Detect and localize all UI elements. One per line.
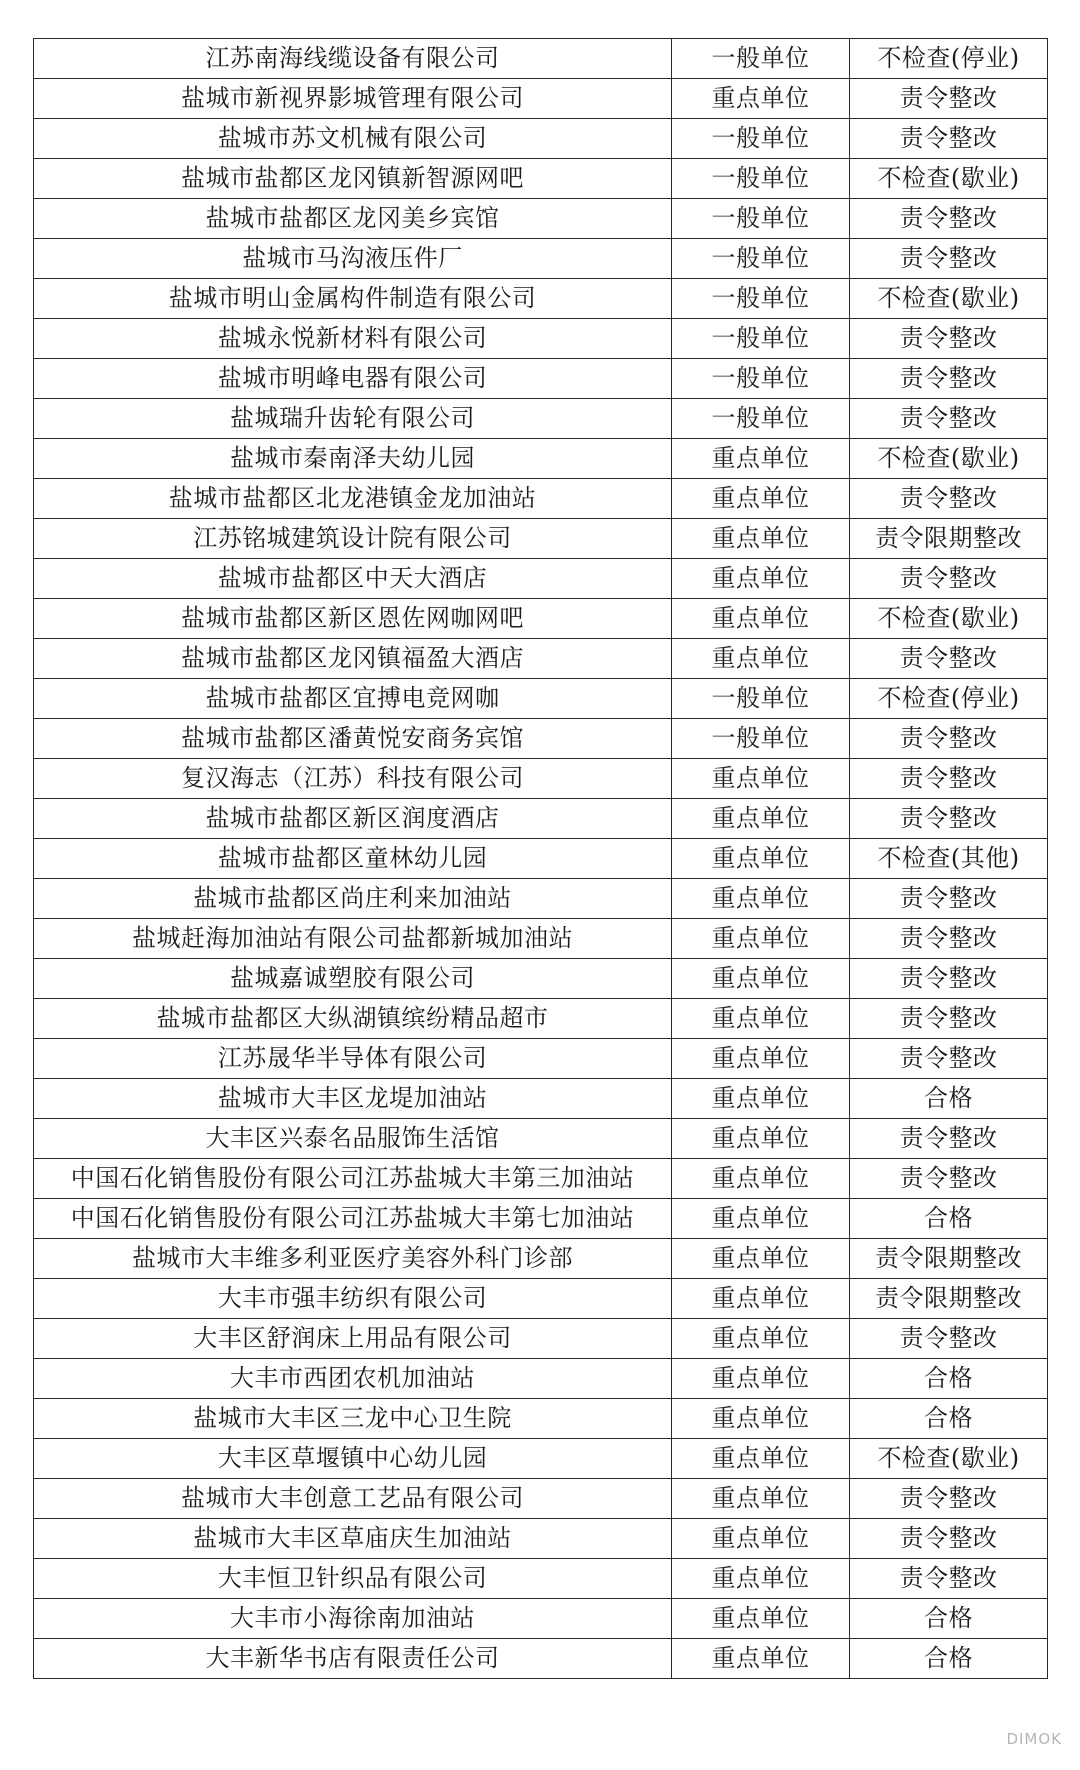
unit-name-cell: 大丰区草堰镇中心幼儿园 bbox=[34, 1439, 672, 1479]
unit-type-cell: 重点单位 bbox=[672, 959, 850, 999]
table-row bbox=[34, 879, 1048, 919]
inspection-result-cell: 合格 bbox=[850, 1399, 1048, 1439]
unit-type-cell: 一般单位 bbox=[672, 719, 850, 759]
unit-type-cell: 重点单位 bbox=[672, 559, 850, 599]
inspection-result-cell: 责令整改 bbox=[850, 1159, 1048, 1199]
table-row bbox=[34, 239, 1048, 279]
inspection-result-cell: 责令整改 bbox=[850, 319, 1048, 359]
unit-type-cell: 重点单位 bbox=[672, 839, 850, 879]
unit-name-cell: 盐城市大丰区三龙中心卫生院 bbox=[34, 1399, 672, 1439]
unit-name-cell: 盐城市明山金属构件制造有限公司 bbox=[34, 279, 672, 319]
table-row bbox=[34, 479, 1048, 519]
unit-type-cell: 重点单位 bbox=[672, 919, 850, 959]
unit-type-cell: 重点单位 bbox=[672, 1639, 850, 1679]
inspection-result-cell: 责令整改 bbox=[850, 959, 1048, 999]
unit-name-cell: 盐城市盐都区中天大酒店 bbox=[34, 559, 672, 599]
unit-type-cell: 重点单位 bbox=[672, 599, 850, 639]
inspection-result-cell: 责令整改 bbox=[850, 799, 1048, 839]
unit-type-cell: 重点单位 bbox=[672, 1599, 850, 1639]
table-row bbox=[34, 1119, 1048, 1159]
inspection-result-cell: 责令整改 bbox=[850, 879, 1048, 919]
inspection-result-cell: 责令整改 bbox=[850, 1559, 1048, 1599]
inspection-result-cell: 责令整改 bbox=[850, 559, 1048, 599]
table-row bbox=[34, 1279, 1048, 1319]
table-row bbox=[34, 199, 1048, 239]
unit-type-cell: 一般单位 bbox=[672, 39, 850, 79]
table-row bbox=[34, 79, 1048, 119]
unit-name-cell: 大丰区兴泰名品服饰生活馆 bbox=[34, 1119, 672, 1159]
unit-name-cell: 江苏晟华半导体有限公司 bbox=[34, 1039, 672, 1079]
unit-type-cell: 一般单位 bbox=[672, 119, 850, 159]
inspection-result-cell: 不检查(歇业) bbox=[850, 159, 1048, 199]
unit-name-cell: 盐城市新视界影城管理有限公司 bbox=[34, 79, 672, 119]
inspection-result-cell: 不检查(歇业) bbox=[850, 1439, 1048, 1479]
unit-name-cell: 盐城市盐都区龙冈镇新智源网吧 bbox=[34, 159, 672, 199]
inspection-result-cell: 责令整改 bbox=[850, 399, 1048, 439]
inspection-result-cell: 责令限期整改 bbox=[850, 1239, 1048, 1279]
table-row bbox=[34, 1599, 1048, 1639]
table-row bbox=[34, 1319, 1048, 1359]
table-row bbox=[34, 159, 1048, 199]
unit-type-cell: 重点单位 bbox=[672, 1359, 850, 1399]
table-row bbox=[34, 1559, 1048, 1599]
unit-name-cell: 中国石化销售股份有限公司江苏盐城大丰第三加油站 bbox=[34, 1159, 672, 1199]
unit-type-cell: 一般单位 bbox=[672, 199, 850, 239]
unit-type-cell: 重点单位 bbox=[672, 1479, 850, 1519]
unit-type-cell: 一般单位 bbox=[672, 159, 850, 199]
table-row bbox=[34, 1079, 1048, 1119]
unit-name-cell: 盐城市盐都区童林幼儿园 bbox=[34, 839, 672, 879]
unit-name-cell: 盐城市盐都区北龙港镇金龙加油站 bbox=[34, 479, 672, 519]
inspection-results-table bbox=[33, 38, 1048, 1679]
table-row bbox=[34, 519, 1048, 559]
inspection-result-cell: 责令整改 bbox=[850, 719, 1048, 759]
table-row bbox=[34, 919, 1048, 959]
watermark-text: DIMOK bbox=[1006, 1730, 1062, 1748]
unit-name-cell: 盐城市马沟液压件厂 bbox=[34, 239, 672, 279]
inspection-result-cell: 不检查(歇业) bbox=[850, 279, 1048, 319]
inspection-result-cell: 责令整改 bbox=[850, 359, 1048, 399]
unit-name-cell: 盐城市盐都区新区恩佐网咖网吧 bbox=[34, 599, 672, 639]
inspection-result-cell: 责令整改 bbox=[850, 239, 1048, 279]
unit-type-cell: 重点单位 bbox=[672, 1119, 850, 1159]
table-row bbox=[34, 1639, 1048, 1679]
inspection-result-cell: 责令整改 bbox=[850, 1119, 1048, 1159]
unit-type-cell: 重点单位 bbox=[672, 999, 850, 1039]
inspection-result-cell: 合格 bbox=[850, 1639, 1048, 1679]
unit-type-cell: 重点单位 bbox=[672, 519, 850, 559]
unit-name-cell: 盐城市苏文机械有限公司 bbox=[34, 119, 672, 159]
unit-name-cell: 盐城市大丰创意工艺品有限公司 bbox=[34, 1479, 672, 1519]
unit-type-cell: 重点单位 bbox=[672, 1199, 850, 1239]
table-row bbox=[34, 1439, 1048, 1479]
inspection-result-cell: 不检查(歇业) bbox=[850, 439, 1048, 479]
unit-type-cell: 重点单位 bbox=[672, 479, 850, 519]
unit-type-cell: 重点单位 bbox=[672, 759, 850, 799]
table-row bbox=[34, 639, 1048, 679]
unit-name-cell: 江苏铭城建筑设计院有限公司 bbox=[34, 519, 672, 559]
table-row bbox=[34, 599, 1048, 639]
unit-type-cell: 重点单位 bbox=[672, 1279, 850, 1319]
unit-name-cell: 盐城市盐都区潘黄悦安商务宾馆 bbox=[34, 719, 672, 759]
table-row bbox=[34, 359, 1048, 399]
inspection-result-cell: 不检查(停业) bbox=[850, 39, 1048, 79]
table-row bbox=[34, 799, 1048, 839]
table-row bbox=[34, 1199, 1048, 1239]
unit-name-cell: 中国石化销售股份有限公司江苏盐城大丰第七加油站 bbox=[34, 1199, 672, 1239]
table-row bbox=[34, 1039, 1048, 1079]
inspection-result-cell: 责令整改 bbox=[850, 919, 1048, 959]
inspection-result-cell: 责令整改 bbox=[850, 1039, 1048, 1079]
inspection-result-cell: 责令整改 bbox=[850, 199, 1048, 239]
unit-type-cell: 重点单位 bbox=[672, 1239, 850, 1279]
inspection-result-cell: 合格 bbox=[850, 1199, 1048, 1239]
inspection-result-cell: 合格 bbox=[850, 1079, 1048, 1119]
unit-type-cell: 重点单位 bbox=[672, 1079, 850, 1119]
table-row bbox=[34, 319, 1048, 359]
unit-type-cell: 重点单位 bbox=[672, 1559, 850, 1599]
unit-name-cell: 大丰恒卫针织品有限公司 bbox=[34, 1559, 672, 1599]
table-row bbox=[34, 959, 1048, 999]
table-row bbox=[34, 679, 1048, 719]
table-row bbox=[34, 39, 1048, 79]
inspection-result-cell: 责令整改 bbox=[850, 759, 1048, 799]
inspection-result-cell: 责令整改 bbox=[850, 639, 1048, 679]
table-row bbox=[34, 839, 1048, 879]
inspection-result-cell: 责令整改 bbox=[850, 1479, 1048, 1519]
unit-name-cell: 盐城市盐都区大纵湖镇缤纷精品超市 bbox=[34, 999, 672, 1039]
unit-type-cell: 重点单位 bbox=[672, 79, 850, 119]
unit-name-cell: 大丰市西团农机加油站 bbox=[34, 1359, 672, 1399]
unit-type-cell: 重点单位 bbox=[672, 439, 850, 479]
unit-name-cell: 复汉海志（江苏）科技有限公司 bbox=[34, 759, 672, 799]
inspection-result-cell: 责令限期整改 bbox=[850, 519, 1048, 559]
table-row bbox=[34, 559, 1048, 599]
table-row bbox=[34, 1239, 1048, 1279]
unit-name-cell: 盐城瑞升齿轮有限公司 bbox=[34, 399, 672, 439]
inspection-result-cell: 不检查(其他) bbox=[850, 839, 1048, 879]
unit-name-cell: 盐城市大丰区草庙庆生加油站 bbox=[34, 1519, 672, 1559]
unit-type-cell: 一般单位 bbox=[672, 319, 850, 359]
table-row bbox=[34, 1519, 1048, 1559]
unit-name-cell: 盐城市盐都区尚庄利来加油站 bbox=[34, 879, 672, 919]
unit-type-cell: 一般单位 bbox=[672, 679, 850, 719]
table-row bbox=[34, 1359, 1048, 1399]
table-row bbox=[34, 999, 1048, 1039]
unit-name-cell: 盐城市盐都区龙冈美乡宾馆 bbox=[34, 199, 672, 239]
unit-name-cell: 盐城嘉诚塑胶有限公司 bbox=[34, 959, 672, 999]
inspection-result-cell: 责令限期整改 bbox=[850, 1279, 1048, 1319]
inspection-result-cell: 责令整改 bbox=[850, 999, 1048, 1039]
unit-name-cell: 大丰新华书店有限责任公司 bbox=[34, 1639, 672, 1679]
unit-type-cell: 一般单位 bbox=[672, 279, 850, 319]
unit-name-cell: 盐城市大丰维多利亚医疗美容外科门诊部 bbox=[34, 1239, 672, 1279]
unit-type-cell: 重点单位 bbox=[672, 1519, 850, 1559]
unit-type-cell: 一般单位 bbox=[672, 239, 850, 279]
unit-name-cell: 盐城市大丰区龙堤加油站 bbox=[34, 1079, 672, 1119]
unit-type-cell: 重点单位 bbox=[672, 1039, 850, 1079]
inspection-result-cell: 责令整改 bbox=[850, 479, 1048, 519]
unit-name-cell: 盐城赶海加油站有限公司盐都新城加油站 bbox=[34, 919, 672, 959]
table-row bbox=[34, 1479, 1048, 1519]
inspection-result-cell: 合格 bbox=[850, 1359, 1048, 1399]
inspection-result-cell: 责令整改 bbox=[850, 1519, 1048, 1559]
inspection-result-cell: 不检查(停业) bbox=[850, 679, 1048, 719]
inspection-result-cell: 责令整改 bbox=[850, 79, 1048, 119]
unit-type-cell: 重点单位 bbox=[672, 1159, 850, 1199]
table-row bbox=[34, 279, 1048, 319]
unit-name-cell: 盐城市盐都区龙冈镇福盈大酒店 bbox=[34, 639, 672, 679]
unit-type-cell: 重点单位 bbox=[672, 1319, 850, 1359]
unit-name-cell: 盐城永悦新材料有限公司 bbox=[34, 319, 672, 359]
table-row bbox=[34, 119, 1048, 159]
unit-name-cell: 大丰市小海徐南加油站 bbox=[34, 1599, 672, 1639]
inspection-result-cell: 责令整改 bbox=[850, 119, 1048, 159]
table-row bbox=[34, 399, 1048, 439]
table-row bbox=[34, 1159, 1048, 1199]
unit-type-cell: 重点单位 bbox=[672, 639, 850, 679]
unit-type-cell: 重点单位 bbox=[672, 1399, 850, 1439]
table-row bbox=[34, 719, 1048, 759]
unit-name-cell: 盐城市盐都区宜搏电竞网咖 bbox=[34, 679, 672, 719]
table-body bbox=[34, 39, 1048, 1679]
unit-name-cell: 江苏南海线缆设备有限公司 bbox=[34, 39, 672, 79]
inspection-table-container bbox=[33, 38, 1047, 1679]
unit-name-cell: 盐城市秦南泽夫幼儿园 bbox=[34, 439, 672, 479]
table-row bbox=[34, 759, 1048, 799]
unit-type-cell: 重点单位 bbox=[672, 799, 850, 839]
unit-type-cell: 重点单位 bbox=[672, 879, 850, 919]
inspection-result-cell: 不检查(歇业) bbox=[850, 599, 1048, 639]
unit-name-cell: 大丰区舒润床上用品有限公司 bbox=[34, 1319, 672, 1359]
unit-name-cell: 盐城市明峰电器有限公司 bbox=[34, 359, 672, 399]
unit-name-cell: 大丰市强丰纺织有限公司 bbox=[34, 1279, 672, 1319]
unit-name-cell: 盐城市盐都区新区润度酒店 bbox=[34, 799, 672, 839]
unit-type-cell: 一般单位 bbox=[672, 399, 850, 439]
unit-type-cell: 重点单位 bbox=[672, 1439, 850, 1479]
unit-type-cell: 一般单位 bbox=[672, 359, 850, 399]
inspection-result-cell: 合格 bbox=[850, 1599, 1048, 1639]
table-row bbox=[34, 1399, 1048, 1439]
table-row bbox=[34, 439, 1048, 479]
inspection-result-cell: 责令整改 bbox=[850, 1319, 1048, 1359]
